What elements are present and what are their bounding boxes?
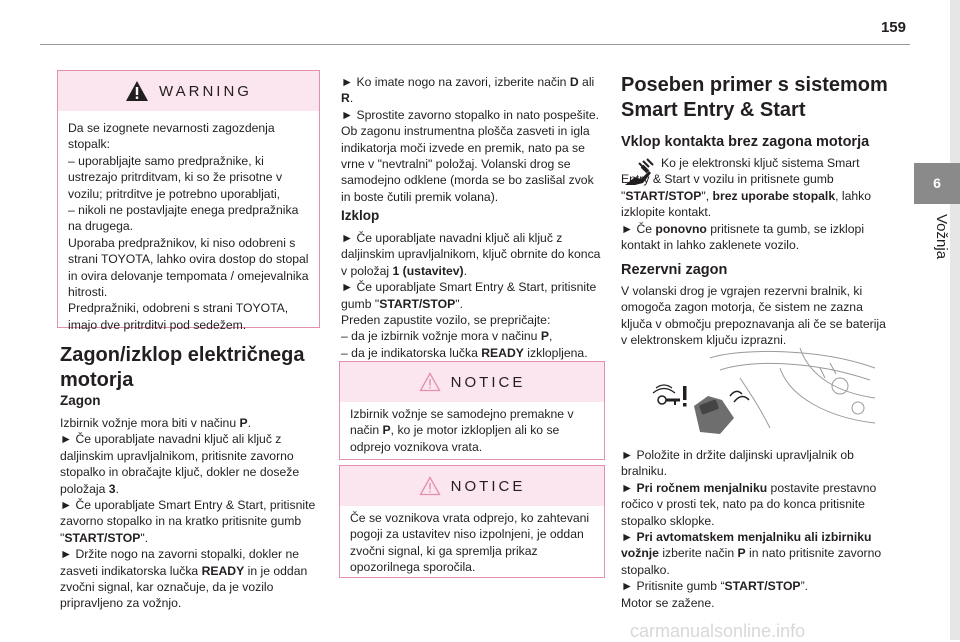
header-divider — [40, 44, 910, 45]
chapter-number-tab[interactable]: 6 — [914, 163, 960, 204]
notice-header — [340, 466, 604, 506]
key-warning-symbol — [653, 385, 687, 407]
key-fob-hand — [694, 391, 749, 434]
notice-box-2 — [339, 465, 605, 578]
chapter-label: Vožnja — [933, 214, 950, 260]
notice-header — [340, 362, 604, 402]
warning-icon — [125, 80, 149, 102]
notice-box-1 — [339, 361, 605, 460]
notice-title: NOTICE — [450, 477, 526, 495]
zagon-heading: Zagon — [60, 393, 101, 408]
rezervni-heading: Rezervni zagon — [621, 262, 728, 278]
vklop-heading: Vklop kontakta brez zagona motorja — [621, 134, 870, 150]
watermark: carmanualsonline.info — [630, 621, 806, 641]
izklop-heading: Izklop — [341, 208, 380, 223]
page-number: 159 — [880, 19, 906, 36]
section-title: Zagon/izklop električnega motorja — [60, 344, 305, 391]
notice-icon — [419, 372, 441, 392]
notice-body: Če se voznikova vrata odprejo, ko zahtevani pogoji za ustavitev niso izpolnjeni, je oddan zvočni signal, ki ga spremlja prikaz opozorilnega sporočila. — [350, 511, 590, 575]
warning-line: Da se izognete nevarnosti zagozdenja stopalk: — [68, 121, 275, 152]
warning-title: WARNING — [159, 82, 252, 100]
warning-line: Predpražniki, odobreni s strani TOYOTA, imajo dve pritrditvi pod sedežem. — [68, 301, 289, 332]
vklop-text: Ko je elektronski ključ sistema Smart Entry & Start v vozilu in pritisnete gumb "START/STOP", brez uporabe stopalk, lahko izklopite kontakt. ► Če ponovno pritisnete ta gumb, se izklopi kontakt in lahko zaklenete vozilo. — [621, 156, 872, 253]
izklop-text: ► Če uporabljate navadni ključ ali ključ z daljinskim upravljalnikom, ključ obrnite do konca v položaj 1 (ustavitev). ► Če uporabljate Smart Entry & Start, pritisnite gumb "START/STOP". Preden zapustite vozilo, se prepričajte: – da je izbirnik vožnje mora v načinu P, – da je indikatorska lučka READY izklopljena. — [341, 231, 601, 360]
rezervni-text: V volanski drog je vgrajen rezervni bralnik, ki omogoča zagon motorja, če sistem ne zazna ključa v območju prepoznavanja ali če se baterija v elektronskem ključu izprazni. — [621, 284, 886, 348]
notice-icon — [419, 476, 441, 496]
warning-body — [58, 111, 319, 341]
side-tab-strip — [950, 204, 960, 640]
side-tab-strip-top — [950, 0, 960, 163]
warning-line: – nikoli ne postavljajte enega predpražnika na drugega. — [68, 203, 299, 234]
zagon-text: Izbirnik vožnje mora biti v načinu P. ► Če uporabljate navadni ključ ali ključ z daljinskim upravljalnikom, pritisnite zavorno stopalko in obračajte ključ, dokler ne doseže položaja 3. ► Če uporabljate Smart Entry & Start, pritisnite zavorno stopalko in na kratko pritisnite gumb "START/STOP". ► Držite nogo na zavorni stopalki, dokler ne zasveti indikatorska lučka READY in je oddan zvočni signal, kar označuje, da je vozilo pripravljeno za vožnjo. — [60, 416, 316, 611]
steering-reader-illustration — [650, 348, 878, 438]
warning-line: – uporabljajte samo predpražnike, ki ustrezajo pritrditvam, ki so že prisotne v vozilu; pritrditve je potrebno uporabljati, — [68, 153, 283, 201]
right-section-title: Poseben primer s sistemom Smart Entry & Start — [621, 74, 888, 121]
notice-body: Izbirnik vožnje se samodejno premakne v način P, ko je motor izklopljen ali ko se odprejo voznikova vrata. — [350, 407, 574, 454]
middle-text-top: ► Ko imate nogo na zavori, izberite način D ali R. ► Sprostite zavorno stopalko in nato pospešite. Ob zagonu instrumentna plošča zasveti in igla indikatorja moči izvede en premik, nato pa se vrne v "nevtralni" položaj. Volanski drog se samodejno odklene (morda se bo zaslišal zvok in boste čutili premik volana). — [341, 75, 599, 204]
warning-box — [57, 70, 320, 332]
rezervni-steps: ► Položite in držite daljinski upravljalnik ob bralniku. ► Pri ročnem menjalniku postavite prestavno ročico v prosti tek, nato pa do konca pritisnite stopalko sklopke. ► Pri avtomatskem menjalniku ali izbirniku vožnje izberite način P in nato pritisnite zavorno stopalko. ► Pritisnite gumb “START/STOP”. Motor se zažene. — [621, 448, 882, 610]
warning-header — [58, 71, 319, 111]
notice-title: NOTICE — [450, 373, 526, 391]
warning-line: Uporaba predpražnikov, ki niso odobreni s strani TOYOTA, lahko ovira dostop do stopal in ovira delovanje tempomata / omejevalnika hitrosti. — [68, 235, 309, 300]
